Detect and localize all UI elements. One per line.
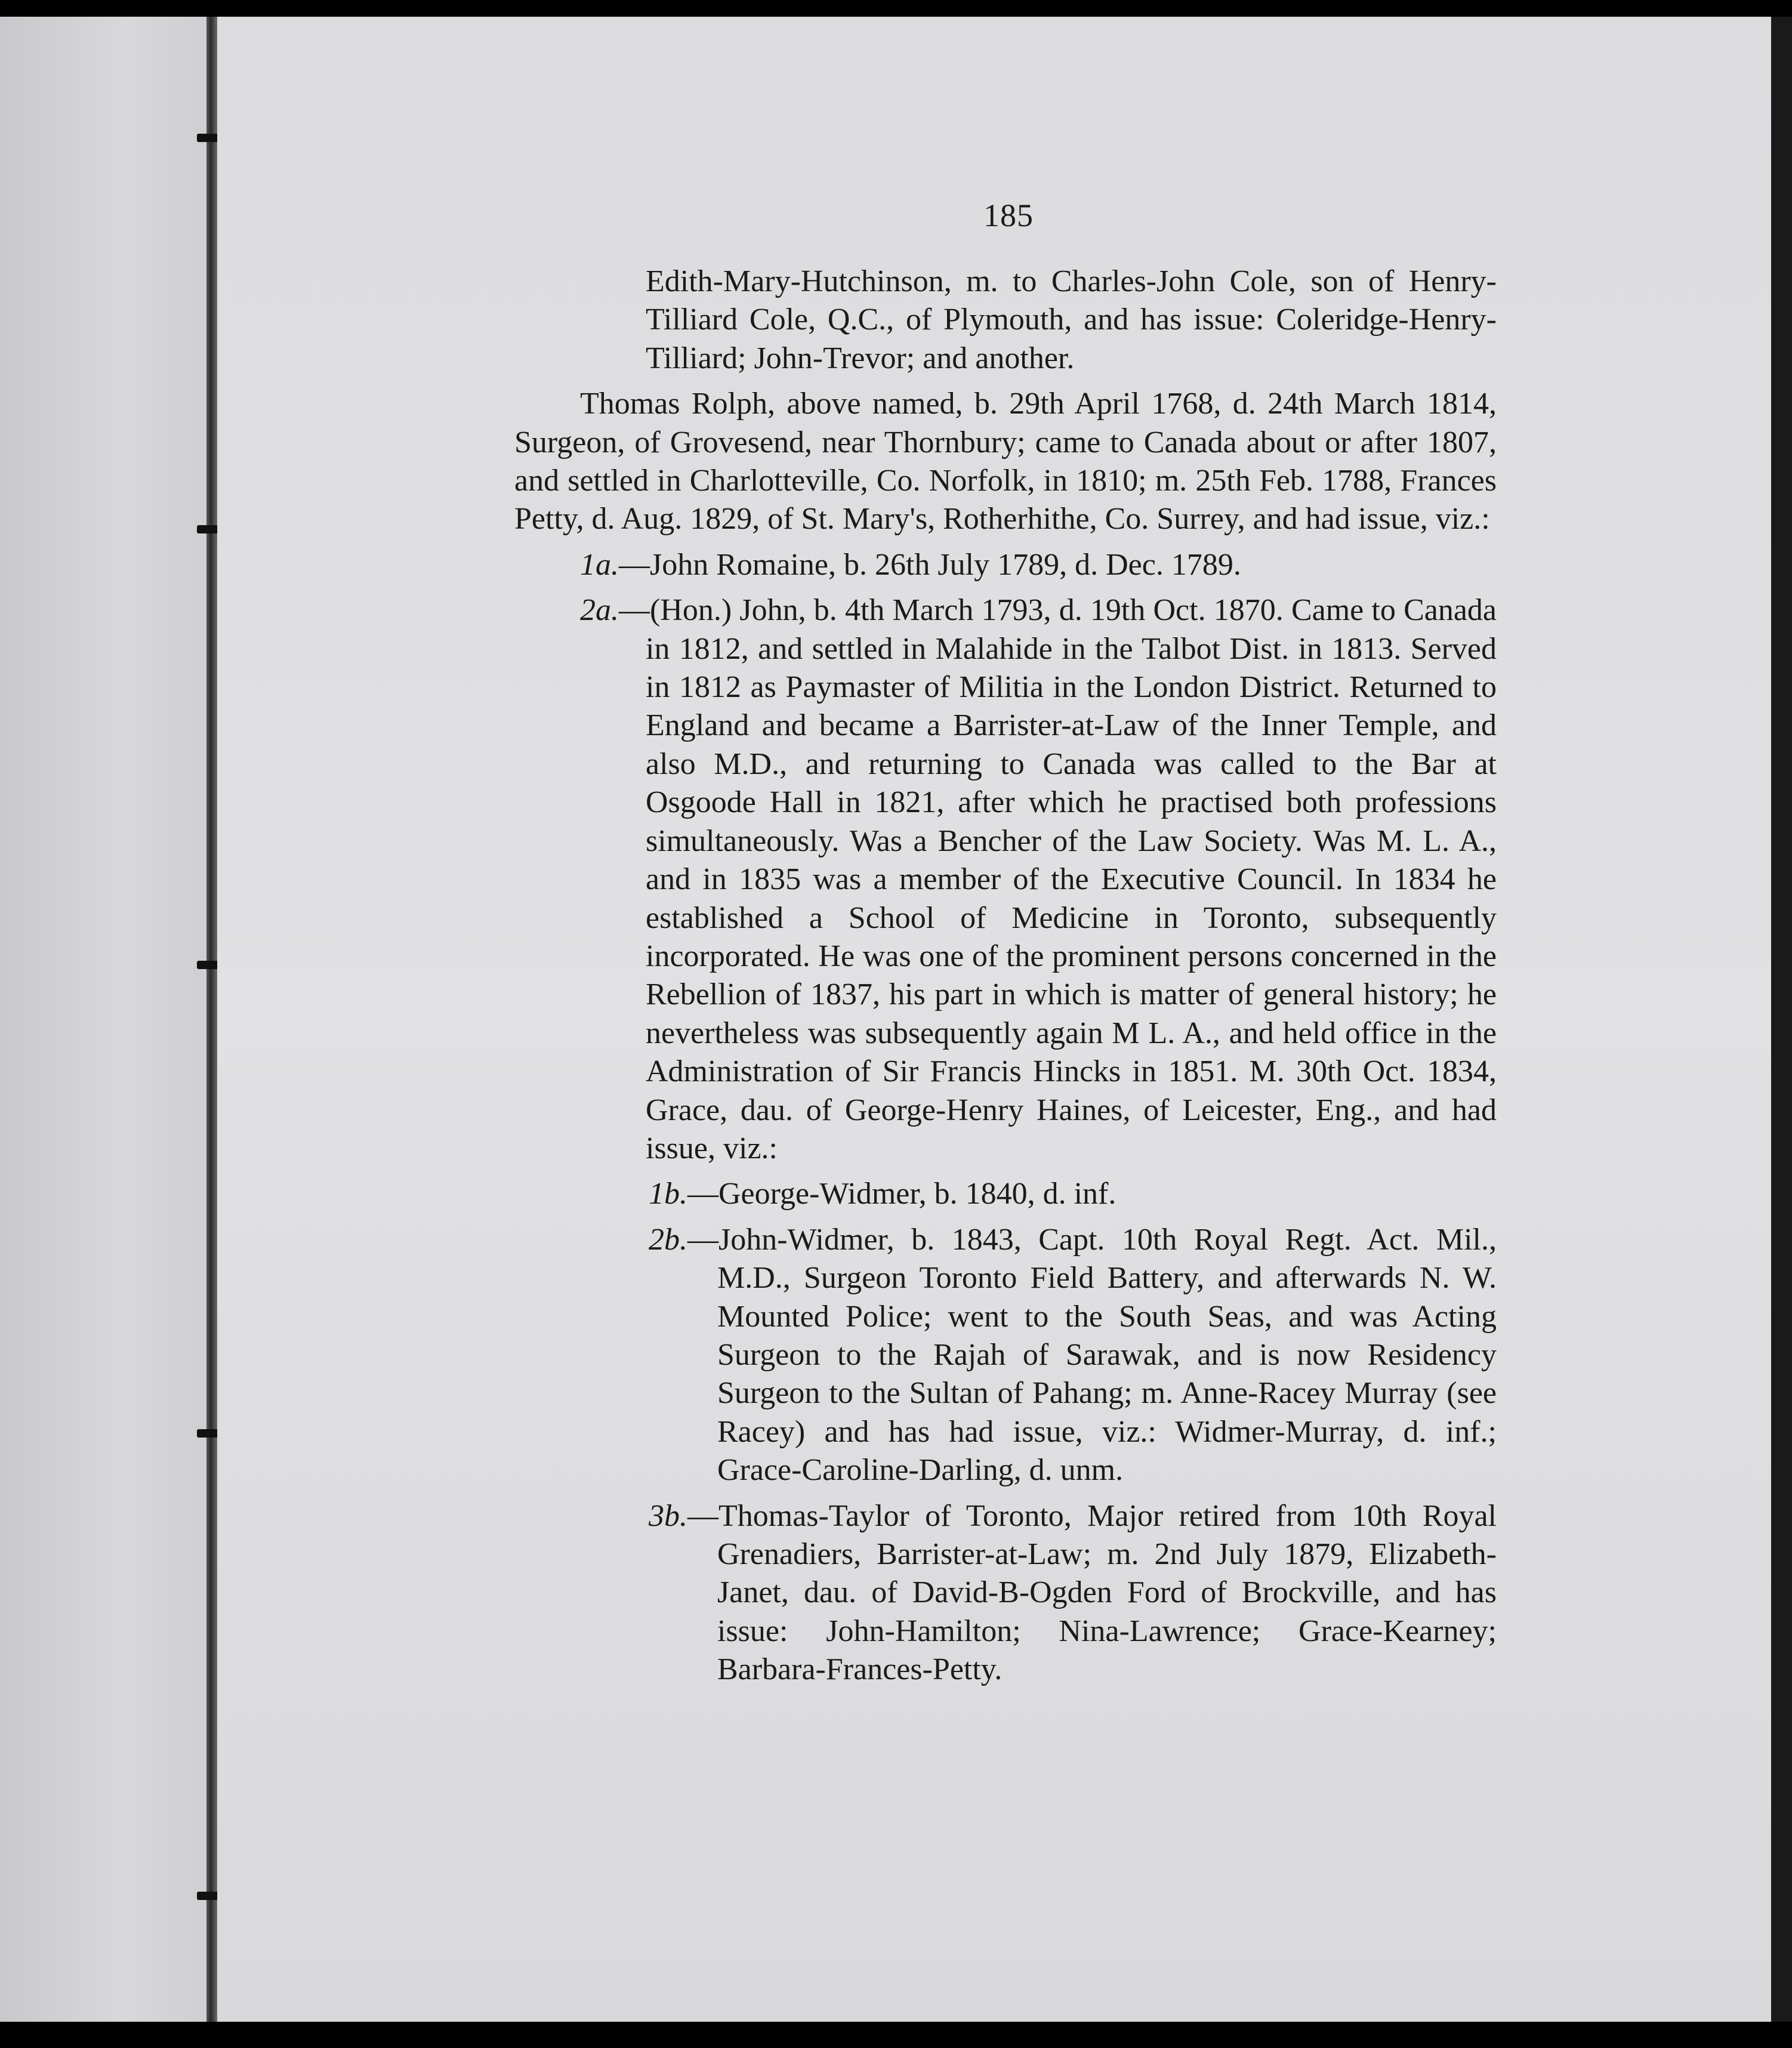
genealogy-entry [514, 1175, 1497, 1213]
genealogy-entry [514, 1497, 1497, 1689]
entry-label: 2a. [580, 593, 619, 628]
facing-page-edge [0, 17, 209, 2022]
entry-label: 1a. [580, 547, 619, 582]
entry-text: —Thomas-Taylor of Toronto, Major retired from 10th Royal Grenadiers, Barrister-at-Law; m. 2nd July 1879, Elizabeth-Janet, dau. of David-B-Ogden Ford of Brockville, and has issue: John-Hamilton; Nina-Lawrence; Grace-Kearney; Barbara-Frances-Petty. [687, 1498, 1497, 1687]
entry-label: 3b. [649, 1498, 687, 1533]
thomas-rolph-paragraph: Thomas Rolph, above named, b. 29th April 1768, d. 24th March 1814, Surgeon, of Grovesend, near Thornbury; came to Canada about or after 1807, and settled in Charlotteville, Co. Norfolk, in 1810; m. 25th Feb. 1788, Frances Petty, d. Aug. 1829, of St. Mary's, Rotherhithe, Co. Surrey, and had issue, viz.: [514, 387, 1497, 536]
page-edge-shadow [1771, 17, 1792, 2022]
genealogy-entry [514, 591, 1497, 1168]
entry-label: 1b. [649, 1177, 687, 1211]
entry-label: 2b. [649, 1222, 687, 1257]
entry-text: —John-Widmer, b. 1843, Capt. 10th Royal Regt. Act. Mil., M.D., Surgeon Toronto Field Battery, and afterwards N. W. Mounted Police; went to the South Seas, and was Acting Surgeon to the Rajah of Sarawak, and is now Residency Surgeon to the Sultan of Pahang; m. Anne-Racey Murray (see Racey) and has had issue, viz.: Widmer-Murray, d. inf.; Grace-Caroline-Darling, d. unm. [687, 1222, 1497, 1488]
entry-text: —John Romaine, b. 26th July 1789, d. Dec. 1789. [619, 547, 1241, 582]
page-number: 185 [983, 198, 1034, 233]
page-text [514, 263, 1497, 1689]
continuation-paragraph: Edith-Mary-Hutchinson, m. to Charles-John Cole, son of Henry-Tilliard Cole, Q.C., of Plymouth, and has issue: Coleridge-Henry-Tilliard; John-Trevor; and another. [646, 264, 1497, 375]
genealogy-entry [514, 546, 1497, 584]
book-gutter [206, 17, 217, 2022]
entry-text: —(Hon.) John, b. 4th March 1793, d. 19th Oct. 1870. Came to Canada in 1812, and settled in Malahide in the Talbot Dist. in 1813. Served in 1812 as Paymaster of Militia in the London District. Returned to England and became a Barrister-at-Law of the Inner Temple, and also M.D., and returning to Canada was called to the Bar at Osgoode Hall in 1821, after which he practised both professions simultaneously. Was a Bencher of the Law Society. Was M. L. A., and in 1835 was a member of the Executive Council. In 1834 he established a School of Medicine in Toronto, subsequently incorporated. He was one of the prominent persons concerned in the Rebellion of 1837, his part in which is matter of general history; he nevertheless was subsequently again M L. A., and held office in the Administration of Sir Francis Hincks in 1851. M. 30th Oct. 1834, Grace, dau. of George-Henry Haines, of Leicester, Eng., and had issue, viz.: [619, 593, 1497, 1165]
entry-text: —George-Widmer, b. 1840, d. inf. [687, 1177, 1116, 1211]
genealogy-entry [514, 1221, 1497, 1490]
